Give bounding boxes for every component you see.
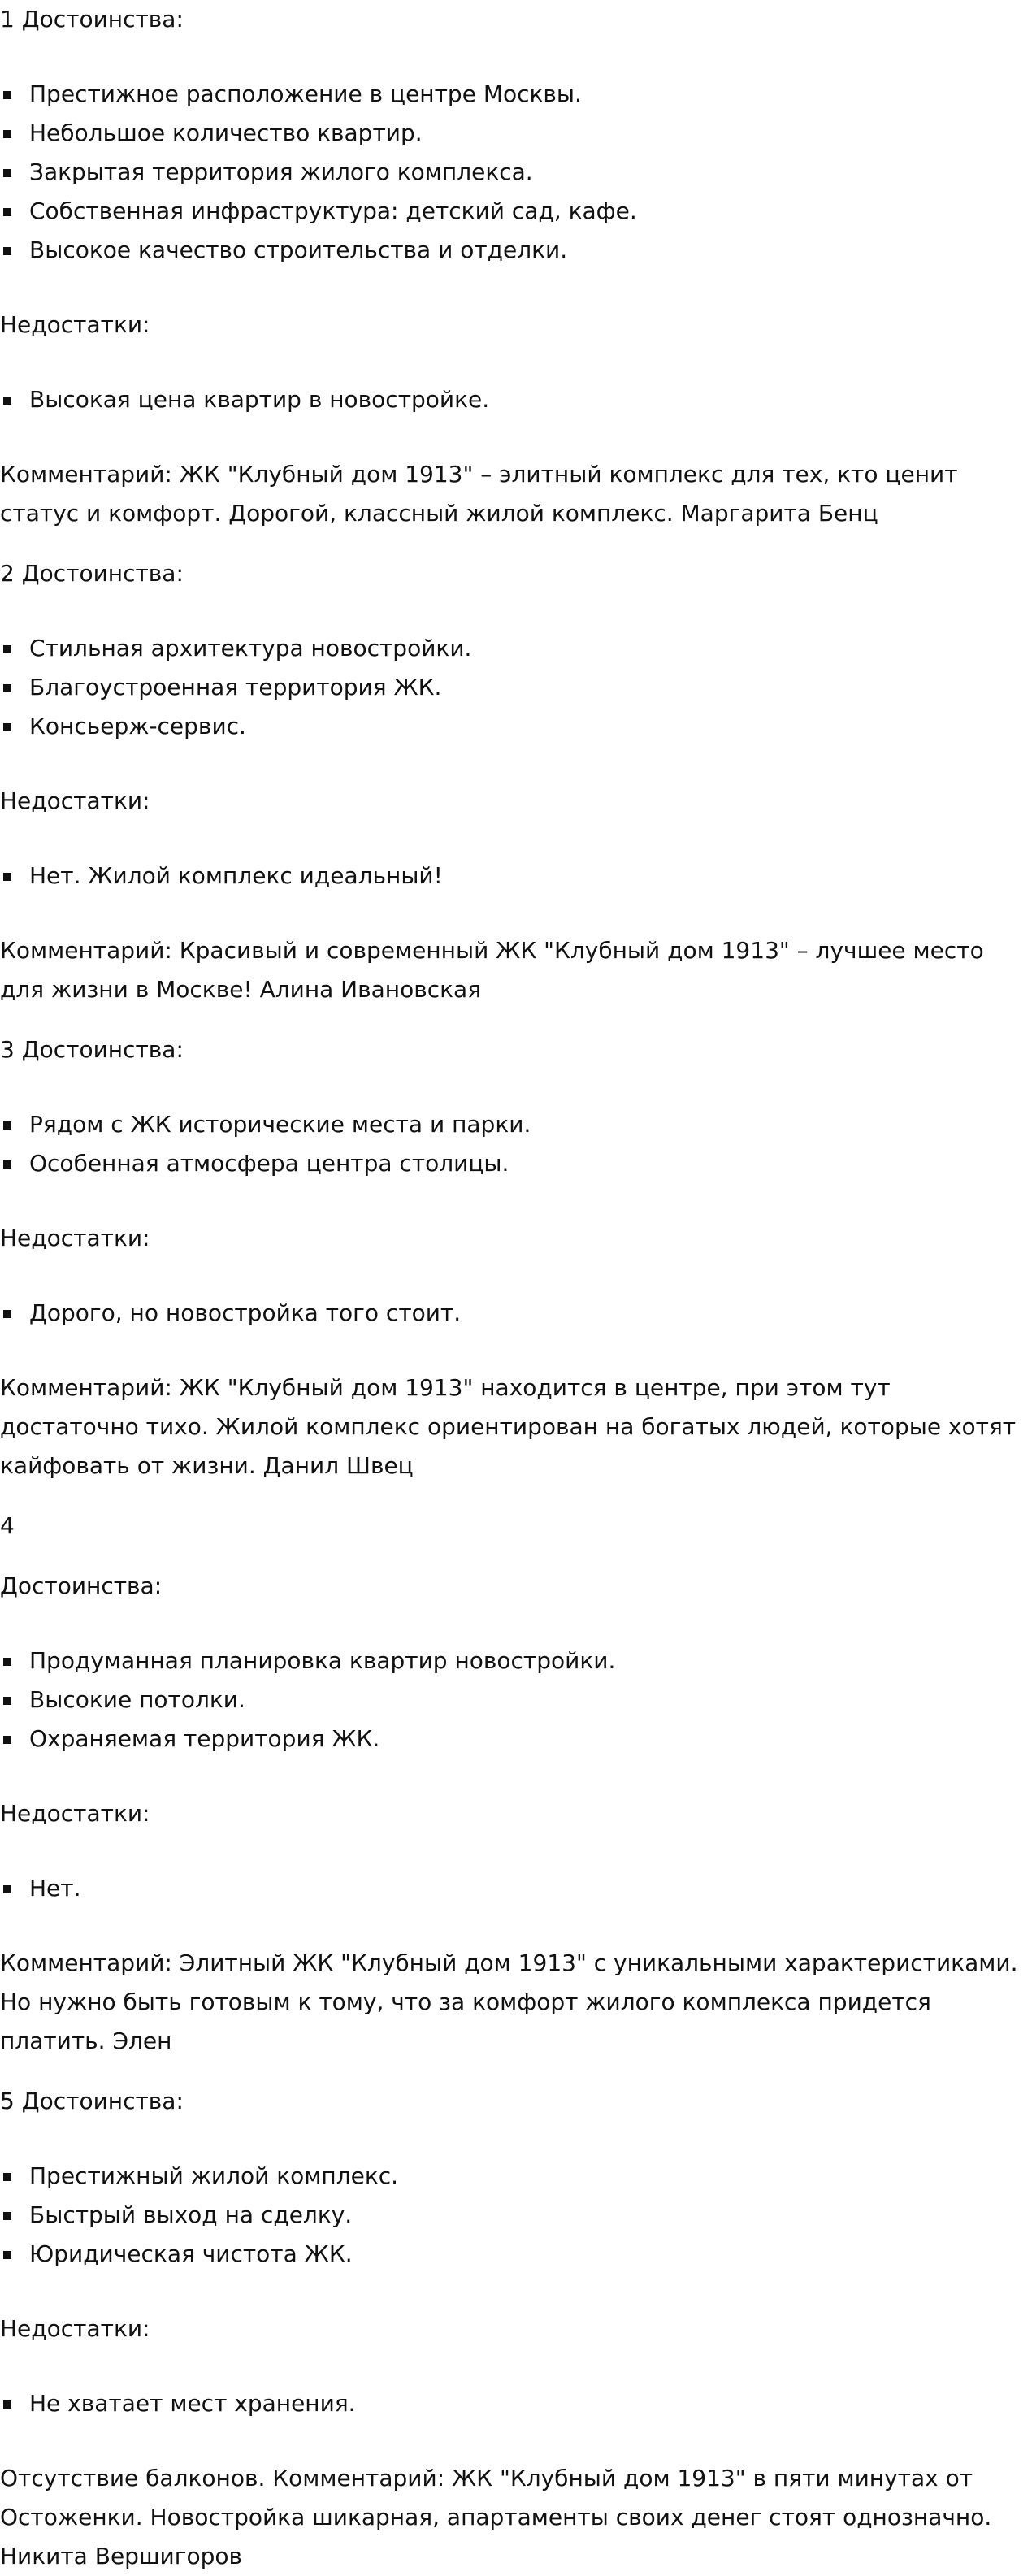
list-item: Консьерж-сервис. (0, 707, 1032, 746)
list-item: Стильная архитектура новостройки. (0, 629, 1032, 668)
disadvantages-label: Недостатки: (0, 2315, 150, 2342)
bullet-square-icon (3, 2173, 11, 2181)
bullet-square-icon (3, 247, 11, 255)
review-comment: Комментарий: Красивый и современный ЖК "Клубный дом 1913" – лучшее место для жизни в Москве! Алина Ивановская (0, 937, 984, 1003)
disadvantages-label: Недостатки: (0, 311, 150, 338)
review-heading (0, 2082, 1032, 2121)
advantages-list (0, 629, 1032, 746)
bullet-square-icon (3, 1310, 11, 1318)
review-3 (0, 1030, 1032, 1485)
list-item: Благоустроенная территория ЖК. (0, 668, 1032, 707)
disadvantages-list (0, 2384, 1032, 2423)
advantages-label: Достоинства: (0, 1572, 163, 1599)
review-number: 2 (0, 560, 15, 587)
list-item: Высокое качество строительства и отделки. (0, 231, 1032, 270)
disadvantages-label: Недостатки: (0, 787, 150, 814)
bullet-square-icon (3, 169, 11, 177)
bullet-square-icon (3, 873, 11, 881)
bullet-square-icon (3, 1658, 11, 1666)
list-item: Особенная атмосфера центра столицы. (0, 1144, 1032, 1183)
bullet-square-icon (3, 208, 11, 216)
review-number: 1 (0, 6, 15, 33)
advantages-list (0, 1641, 1032, 1759)
list-item: Высокая цена квартир в новостройке. (0, 380, 1032, 419)
disadvantages-list (0, 380, 1032, 419)
list-item: Рядом с ЖК исторические места и парки. (0, 1105, 1032, 1144)
list-item: Нет. (0, 1869, 1032, 1908)
disadvantages-list (0, 856, 1032, 896)
review-4 (0, 1507, 1032, 2061)
bullet-square-icon (3, 1121, 11, 1130)
advantages-label: Достоинства: (21, 560, 184, 587)
advantages-list (0, 75, 1032, 270)
list-item: Юридическая чистота ЖК. (0, 2235, 1032, 2274)
list-item: Дорого, но новостройка того стоит. (0, 1294, 1032, 1333)
list-item: Престижное расположение в центре Москвы. (0, 75, 1032, 114)
review-comment: Отсутствие балконов. Комментарий: ЖК "Клубный дом 1913" в пяти минутах от Остоженки. Новостройка шикарная, апартаменты своих денег стоят однозначно. Никита Вершигоров (0, 2465, 992, 2569)
bullet-square-icon (3, 1697, 11, 1705)
bullet-square-icon (3, 1160, 11, 1169)
advantages-label: Достоинства: (21, 2088, 184, 2114)
bullet-square-icon (3, 91, 11, 99)
advantages-list (0, 2157, 1032, 2274)
bullet-square-icon (3, 2400, 11, 2409)
review-number: 4 (0, 1512, 15, 1539)
list-item: Нет. Жилой комплекс идеальный! (0, 856, 1032, 896)
advantages-label: Достоинства: (21, 6, 184, 33)
advantages-list (0, 1105, 1032, 1183)
bullet-square-icon (3, 684, 11, 692)
review-comment: Комментарий: Элитный ЖК "Клубный дом 1913" с уникальными характеристиками. Но нужно быть готовым к тому, что за комфорт жилого комплекса придется платить. Элен (0, 1949, 1018, 2054)
review-2 (0, 554, 1032, 1009)
bullet-square-icon (3, 2251, 11, 2259)
bullet-square-icon (3, 723, 11, 731)
disadvantages-list (0, 1869, 1032, 1908)
list-item: Продуманная планировка квартир новостройки. (0, 1641, 1032, 1680)
disadvantages-list (0, 1294, 1032, 1333)
list-item: Небольшое количество квартир. (0, 114, 1032, 153)
bullet-square-icon (3, 397, 11, 405)
review-heading (0, 0, 1032, 39)
list-item: Закрытая территория жилого комплекса. (0, 153, 1032, 192)
review-1 (0, 0, 1032, 533)
list-item: Не хватает мест хранения. (0, 2384, 1032, 2423)
review-number: 5 (0, 2088, 15, 2114)
list-item: Охраняемая территория ЖК. (0, 1720, 1032, 1759)
list-item: Высокие потолки. (0, 1680, 1032, 1720)
bullet-square-icon (3, 2212, 11, 2220)
list-item: Собственная инфраструктура: детский сад, кафе. (0, 192, 1032, 231)
review-5 (0, 2082, 1032, 2576)
review-comment: Комментарий: ЖК "Клубный дом 1913" – элитный комплекс для тех, кто ценит статус и комфорт. Дорогой, классный жилой комплекс. Маргарита Бенц (0, 461, 958, 527)
list-item: Быстрый выход на сделку. (0, 2196, 1032, 2235)
advantages-label: Достоинства: (21, 1036, 184, 1063)
bullet-square-icon (3, 645, 11, 653)
review-comment: Комментарий: ЖК "Клубный дом 1913" находится в центре, при этом тут достаточно тихо. Жилой комплекс ориентирован на богатых людей, которые хотят кайфовать от жизни. Данил Швец (0, 1374, 1017, 1479)
review-heading (0, 1030, 1032, 1069)
bullet-square-icon (3, 130, 11, 138)
bullet-square-icon (3, 1885, 11, 1893)
disadvantages-label: Недостатки: (0, 1800, 150, 1827)
review-number: 3 (0, 1036, 15, 1063)
list-item: Престижный жилой комплекс. (0, 2157, 1032, 2196)
bullet-square-icon (3, 1736, 11, 1744)
review-heading (0, 554, 1032, 593)
disadvantages-label: Недостатки: (0, 1225, 150, 1251)
